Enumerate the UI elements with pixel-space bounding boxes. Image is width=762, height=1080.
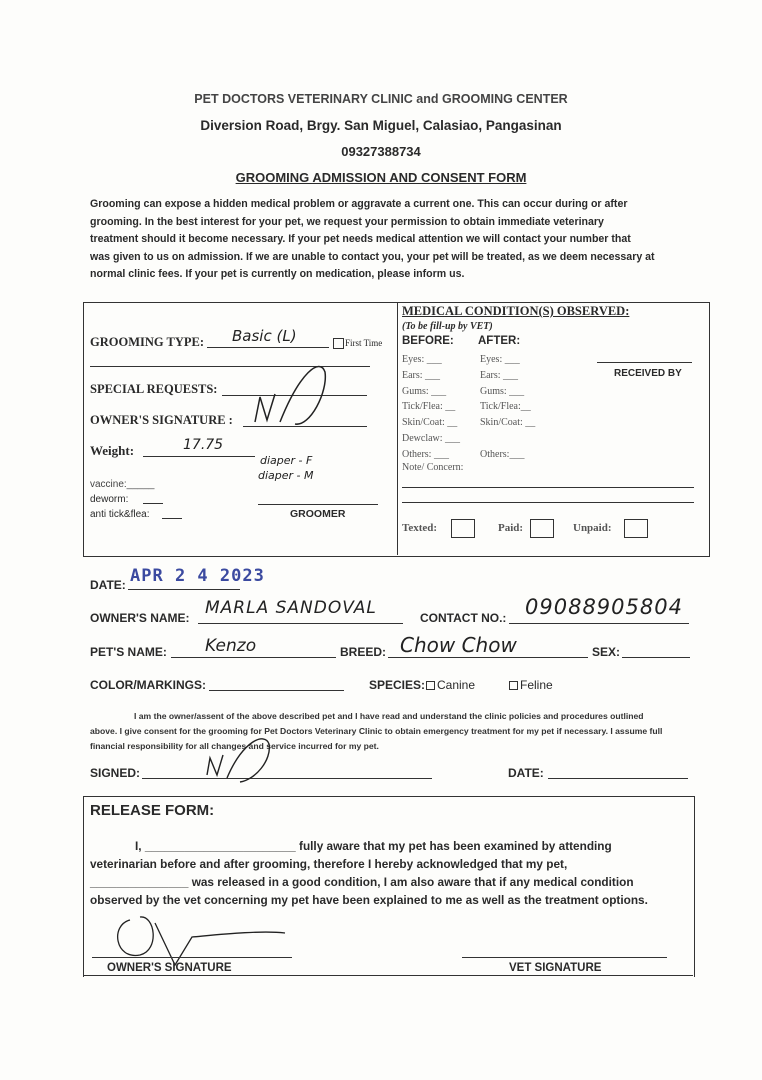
before-item[interactable]: Tick/Flea: __ bbox=[402, 401, 456, 413]
breed-line bbox=[388, 657, 588, 658]
received-by-label: RECEIVED BY bbox=[614, 368, 682, 379]
breed-label: BREED: bbox=[340, 645, 387, 659]
form-title: GROOMING ADMISSION AND CONSENT FORM bbox=[235, 170, 527, 185]
weight-label: Weight: bbox=[90, 443, 135, 458]
release-title: RELEASE FORM: bbox=[90, 802, 215, 819]
feline-label: Feline bbox=[520, 678, 553, 692]
intro-line: normal clinic fees. If your pet is currently on medication, please inform us. bbox=[90, 268, 465, 280]
before-item[interactable]: Gums: ___ bbox=[402, 385, 447, 397]
before-item[interactable]: Ears: ___ bbox=[402, 369, 441, 381]
release-line: I, _______________________ fully aware that my pet has been examined by attending bbox=[135, 839, 612, 853]
clinic-phone: 09327388734 bbox=[341, 144, 421, 159]
species-label: SPECIES: bbox=[369, 678, 426, 692]
release-line: observed by the vet concerning my pet have been explained to me as well as the treatment options. bbox=[90, 893, 648, 907]
owner-name-value[interactable]: MARLA SANDOVAL bbox=[205, 598, 377, 618]
date-line bbox=[128, 589, 240, 590]
owner-name-line bbox=[198, 623, 403, 624]
box-divider bbox=[397, 302, 398, 555]
groomer-line[interactable] bbox=[258, 504, 378, 505]
canine-label: Canine bbox=[437, 678, 476, 692]
after-item[interactable]: Ears: ___ bbox=[480, 369, 519, 381]
after-item[interactable]: Others:___ bbox=[480, 448, 525, 460]
canine-checkbox[interactable] bbox=[426, 681, 435, 690]
diaper-note-1: diaper - F bbox=[260, 454, 313, 467]
consent-line: financial responsibility for all changes and service incurred for my pet. bbox=[90, 741, 379, 751]
release-line: _______________ was released in a good condition, I am also aware that if any medical condition bbox=[90, 875, 634, 889]
deworm-line[interactable] bbox=[143, 503, 163, 504]
paid-label: Paid: bbox=[498, 522, 524, 534]
anti-tick-line[interactable] bbox=[162, 518, 182, 519]
breed-value[interactable]: Chow Chow bbox=[400, 633, 517, 657]
before-item[interactable]: Dewclaw: ___ bbox=[402, 432, 461, 444]
clinic-address: Diversion Road, Brgy. San Miguel, Calasiao, Pangasinan bbox=[200, 118, 562, 133]
consent-paragraph bbox=[90, 709, 700, 754]
date-label: DATE: bbox=[90, 578, 126, 592]
before-list bbox=[402, 352, 460, 463]
after-item[interactable]: Skin/Coat: __ bbox=[480, 417, 536, 429]
feline-checkbox[interactable] bbox=[509, 681, 518, 690]
before-item[interactable]: Others: ___ bbox=[402, 448, 449, 460]
after-item[interactable]: Tick/Flea:__ bbox=[480, 401, 531, 413]
signed-scribble bbox=[195, 730, 290, 785]
unpaid-label: Unpaid: bbox=[573, 522, 612, 534]
sex-label: SEX: bbox=[592, 645, 621, 659]
first-time-checkbox[interactable] bbox=[333, 338, 344, 349]
diaper-note-2: diaper - M bbox=[258, 469, 314, 482]
medical-title: MEDICAL CONDITION(S) OBSERVED: bbox=[402, 304, 630, 318]
vaccine-field[interactable]: vaccine:_____ bbox=[90, 479, 155, 490]
after-label: AFTER: bbox=[478, 335, 521, 347]
pet-name-line bbox=[171, 657, 336, 658]
clinic-name: PET DOCTORS VETERINARY CLINIC and GROOMING CENTER bbox=[194, 92, 568, 106]
anti-tick-label: anti tick&flea: bbox=[90, 509, 150, 520]
intro-line: was given to us on admission. If we are unable to contact you, your pet will be treated, as we deem necessary at bbox=[90, 250, 655, 263]
release-paragraph bbox=[90, 837, 686, 909]
pet-name-label: PET'S NAME: bbox=[90, 645, 167, 659]
signed-date-line[interactable] bbox=[548, 778, 688, 779]
contact-label: CONTACT NO.: bbox=[420, 611, 507, 625]
signed-date-label: DATE: bbox=[508, 766, 544, 780]
groomer-label: GROOMER bbox=[290, 508, 346, 520]
grooming-type-line bbox=[207, 347, 329, 348]
note-line-1[interactable] bbox=[402, 487, 694, 488]
received-by-line[interactable] bbox=[597, 362, 692, 363]
paid-checkbox[interactable] bbox=[530, 519, 554, 538]
vet-signature-line[interactable] bbox=[462, 957, 667, 958]
owner-name-label: OWNER'S NAME: bbox=[90, 611, 190, 625]
before-item[interactable]: Skin/Coat: __ bbox=[402, 417, 458, 429]
signed-label: SIGNED: bbox=[90, 766, 141, 780]
consent-line: I am the owner/assent of the above described pet and I have read and understand the clinic policies and procedures outlined bbox=[134, 711, 644, 721]
before-label: BEFORE: bbox=[402, 335, 454, 347]
note-label: Note/ Concern: bbox=[402, 462, 464, 473]
color-label: COLOR/MARKINGS: bbox=[90, 678, 206, 692]
release-bottom-line bbox=[83, 975, 693, 976]
sex-line[interactable] bbox=[622, 657, 690, 658]
texted-label: Texted: bbox=[402, 522, 438, 534]
medical-subtitle: (To be fill-up by VET) bbox=[402, 321, 493, 332]
after-item bbox=[480, 431, 535, 447]
after-item[interactable]: Gums: ___ bbox=[480, 385, 525, 397]
owner-release-signature-line[interactable] bbox=[92, 957, 292, 958]
texted-checkbox[interactable] bbox=[451, 519, 475, 538]
grooming-type-label: GROOMING TYPE: bbox=[90, 335, 205, 349]
intro-line: treatment should it become necessary. If your pet needs medical attention we will contact your number that bbox=[90, 233, 631, 245]
owner-signature-label: OWNER'S SIGNATURE : bbox=[90, 413, 233, 427]
intro-paragraph bbox=[90, 196, 700, 284]
weight-line bbox=[143, 456, 255, 457]
intro-line: grooming. In the best interest for your pet, we request your permission to obtain immediate veterinary bbox=[90, 215, 604, 228]
date-stamp[interactable]: APR 2 4 2023 bbox=[130, 566, 265, 586]
contact-value[interactable]: 09088905804 bbox=[525, 595, 683, 619]
deworm-label: deworm: bbox=[90, 494, 129, 505]
consent-line: above. I give consent for the grooming for Pet Doctors Veterinary Clinic to obtain emergency treatment for my pet if necessary. I assume full bbox=[90, 726, 663, 736]
owner-signature-scribble bbox=[240, 352, 335, 432]
pet-name-value[interactable]: Kenzo bbox=[205, 636, 257, 656]
after-list bbox=[480, 352, 535, 463]
first-time-label: First Time bbox=[345, 338, 383, 348]
before-item[interactable]: Eyes: ___ bbox=[402, 354, 442, 365]
contact-line bbox=[509, 623, 689, 624]
weight-value[interactable]: 17.75 bbox=[183, 437, 224, 453]
release-line: veterinarian before and after grooming, therefore I hereby acknowledged that my pet, bbox=[90, 857, 568, 871]
intro-line: Grooming can expose a hidden medical problem or aggravate a current one. This can occur during or after bbox=[90, 198, 628, 210]
after-item[interactable]: Eyes: ___ bbox=[480, 354, 520, 365]
note-line-2[interactable] bbox=[402, 502, 694, 503]
vet-signature-label: VET SIGNATURE bbox=[509, 962, 602, 974]
grooming-type-value[interactable]: Basic (L) bbox=[232, 327, 297, 345]
owner-release-signature-label: OWNER'S SIGNATURE bbox=[107, 962, 232, 974]
special-requests-label: SPECIAL REQUESTS: bbox=[90, 382, 218, 396]
unpaid-checkbox[interactable] bbox=[624, 519, 648, 538]
color-line[interactable] bbox=[209, 690, 344, 691]
